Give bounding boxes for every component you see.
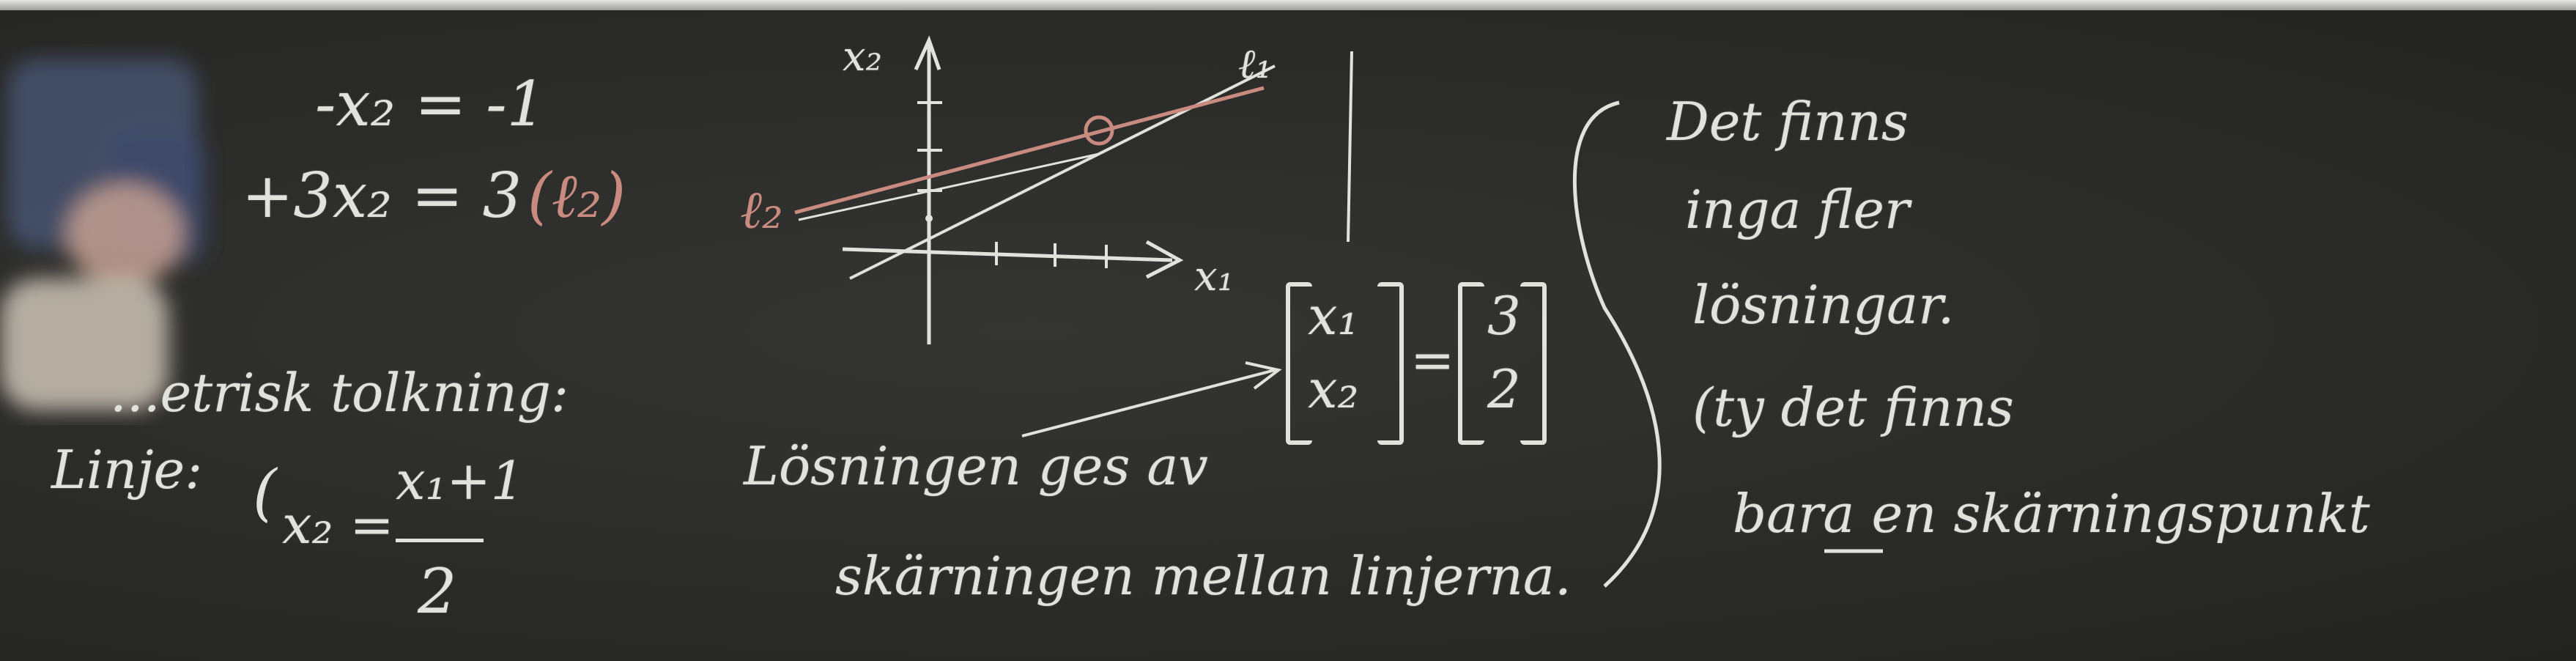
conclusion-line-2: inga fler (1685, 179, 1910, 240)
vector-top-entry: x₁ (1308, 285, 1359, 347)
equation-line-2: +3x₂ = 3 (242, 160, 522, 232)
conclusion-line-3: lösningar. (1692, 274, 1955, 336)
conclusion-line-5 (1733, 483, 2370, 544)
solution-sentence-line2: skärningen mellan linjerna. (835, 545, 1572, 607)
vector-bottom-entry: x₂ (1308, 358, 1359, 420)
line-l2-label: ℓ₂ (740, 179, 783, 240)
conclusion-line-5-emph: en (1871, 483, 1937, 544)
pointer-arrow (1022, 370, 1275, 436)
conclusion-line-5-rest: skärningspunkt (1953, 483, 2370, 544)
interpretation-heading: ...etrisk tolkning: (110, 362, 569, 424)
big-brace (1574, 103, 1659, 586)
board-divider (1348, 51, 1352, 242)
y-axis-label: x₂ (843, 33, 883, 81)
x-axis-label: x₁ (1194, 253, 1235, 300)
l1-y-intercept (925, 215, 933, 222)
vector-right-bracket (1377, 282, 1404, 445)
value-bottom-entry: 2 (1487, 358, 1521, 420)
line-l1 (850, 66, 1275, 278)
equation-line-1: -x₂ = -1 (315, 68, 547, 140)
value-left-bracket (1458, 282, 1484, 445)
conclusion-line-4: (ty det finns (1692, 377, 2014, 438)
conclusion-line-5-prefix: bara (1733, 483, 1855, 544)
line-l1-label: ℓ₁ (1238, 40, 1272, 88)
line-l2 (795, 88, 1264, 213)
line-l2-echo (799, 154, 1099, 220)
value-top-entry: 3 (1487, 285, 1521, 347)
value-right-bracket (1520, 282, 1547, 445)
line-word: Linje: (51, 439, 203, 501)
x2-equals: x₂ = (282, 494, 394, 555)
conclusion-line-1: Det finns (1667, 91, 1909, 152)
solution-sentence-line1: Lösningen ges av (744, 435, 1208, 497)
open-paren: ( (253, 457, 277, 528)
fraction-denominator: 2 (418, 555, 457, 627)
fraction-numerator: x₁+1 (396, 450, 525, 512)
vector-equals: = (1410, 329, 1455, 391)
equation-line-2-tag: (ℓ₂) (528, 160, 626, 232)
